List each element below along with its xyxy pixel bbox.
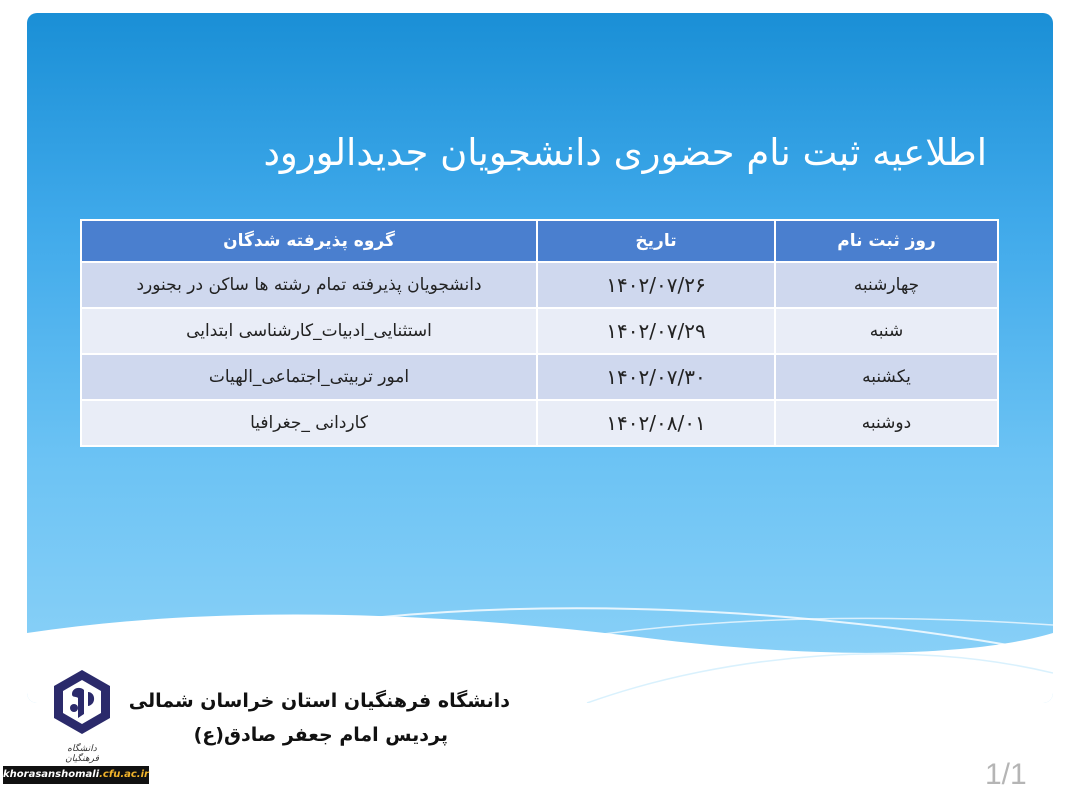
- cell-date: ۱۴۰۲/۰۷/۲۶: [537, 262, 775, 308]
- cell-date: ۱۴۰۲/۰۷/۳۰: [537, 354, 775, 400]
- site-suffix: .cfu.ac.ir: [99, 769, 149, 780]
- cell-date: ۱۴۰۲/۰۷/۲۹: [537, 308, 775, 354]
- registration-table: [80, 219, 999, 447]
- header-day: روز ثبت نام: [775, 220, 998, 262]
- table-row: [81, 400, 998, 446]
- cell-day: چهارشنبه: [775, 262, 998, 308]
- slide-title: اطلاعیه ثبت نام حضوری دانشجویان جدیدالورود: [263, 131, 987, 174]
- site-prefix: khorasanshomali: [3, 769, 100, 780]
- header-date: تاریخ: [537, 220, 775, 262]
- cell-day: شنبه: [775, 308, 998, 354]
- university-name: دانشگاه فرهنگیان استان خراسان شمالی: [128, 690, 510, 712]
- cell-date: ۱۴۰۲/۰۸/۰۱: [537, 400, 775, 446]
- cell-group: استثنایی_ادبیات_کارشناسی ابتدایی: [81, 308, 537, 354]
- slide: [27, 13, 1053, 703]
- page-number: 1/1: [985, 758, 1027, 791]
- website-watermark: [3, 766, 149, 784]
- logo-caption: دانشگاه فرهنگیان: [65, 744, 99, 764]
- header-group: گروه پذیرفته شدگان: [81, 220, 537, 262]
- table-row: [81, 308, 998, 354]
- cell-group: امور تربیتی_اجتماعی_الهیات: [81, 354, 537, 400]
- table-row: [81, 262, 998, 308]
- campus-name: پردیس امام جعفر صادق(ع): [193, 724, 448, 746]
- cell-group: دانشجویان پذیرفته تمام رشته ها ساکن در بجنورد: [81, 262, 537, 308]
- cell-day: یکشنبه: [775, 354, 998, 400]
- university-logo-icon: [50, 668, 114, 744]
- cell-group: کاردانی _جغرافیا: [81, 400, 537, 446]
- cell-day: دوشنبه: [775, 400, 998, 446]
- table-header-row: [81, 220, 998, 262]
- table-row: [81, 354, 998, 400]
